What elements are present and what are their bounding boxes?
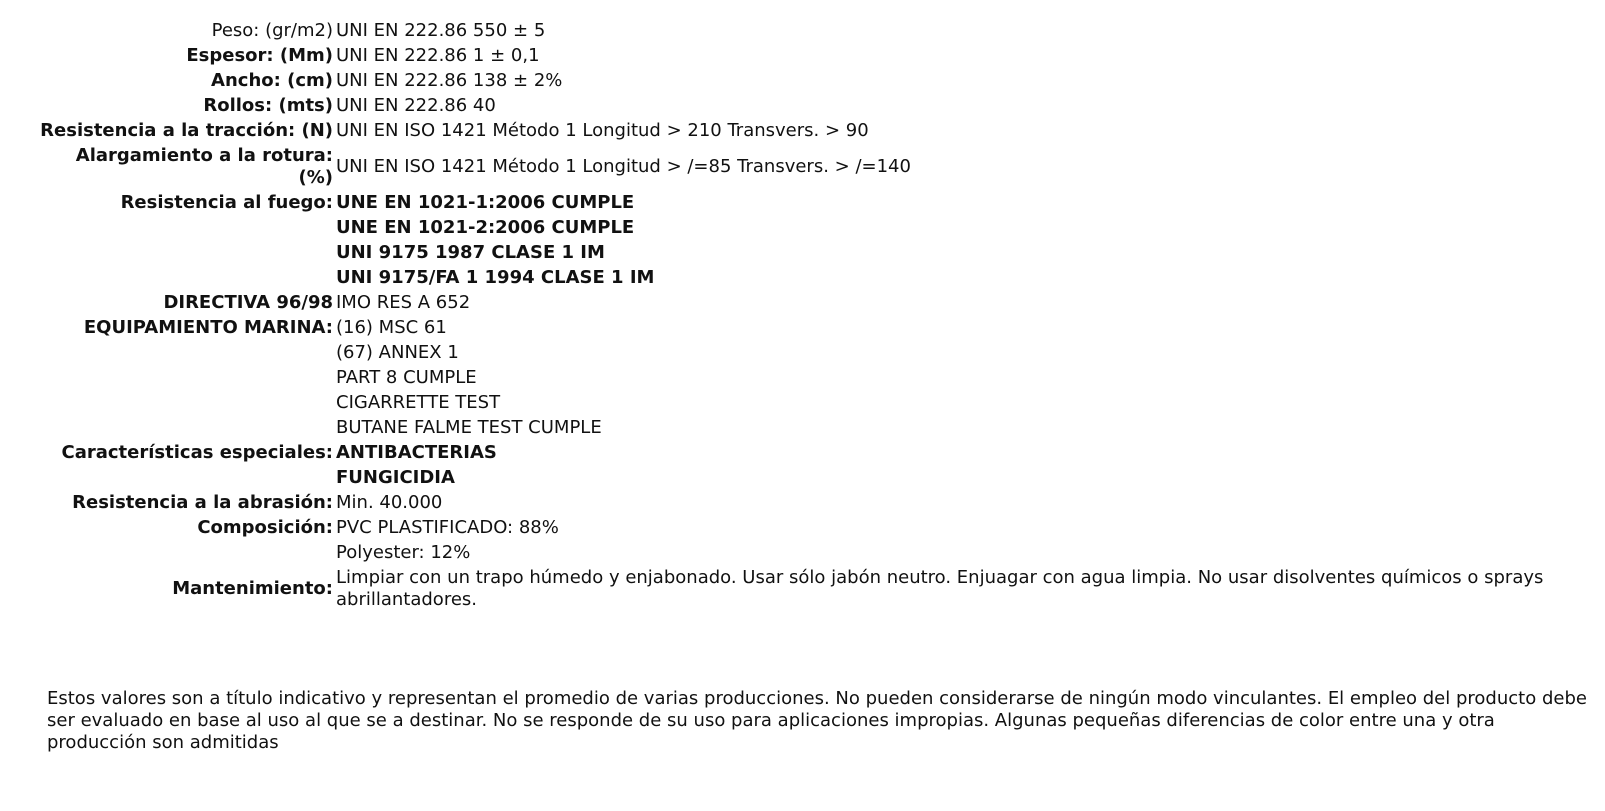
spec-value: UNI 9175 1987 CLASE 1 IM <box>336 242 605 263</box>
spec-label: Resistencia a la tracción: (N) <box>40 120 333 141</box>
spec-row-marina <box>40 317 1580 342</box>
spec-row-mantenimiento <box>40 567 1580 614</box>
spec-label: Alargamiento a la rotura: (%) <box>75 145 333 188</box>
spec-value: PART 8 CUMPLE <box>336 367 477 388</box>
spec-value: (16) MSC 61 <box>336 317 447 338</box>
spec-value: Limpiar con un trapo húmedo y enjabonado. Usar sólo jabón neutro. Enjuagar con agua limpia. No usar disolventes químicos o sprays abrillantadores. <box>336 567 1544 610</box>
spec-value: FUNGICIDIA <box>336 467 455 488</box>
spec-row-traccion <box>40 120 1580 145</box>
spec-row-especiales <box>40 442 1580 467</box>
spec-value: ANTIBACTERIAS <box>336 442 497 463</box>
spec-value: CIGARRETTE TEST <box>336 392 501 413</box>
spec-row-especiales-cont <box>40 467 1580 492</box>
spec-label: Mantenimiento: <box>172 578 333 599</box>
spec-label: Resistencia al fuego: <box>120 192 333 213</box>
spec-row-marina-cont <box>40 367 1580 392</box>
spec-row-composicion <box>40 517 1580 542</box>
spec-value: UNE EN 1021-1:2006 CUMPLE <box>336 192 635 213</box>
spec-row-espesor <box>40 45 1580 70</box>
spec-row-abrasion <box>40 492 1580 517</box>
spec-label: DIRECTIVA 96/98 <box>163 292 333 313</box>
spec-label: Composición: <box>197 517 333 538</box>
spec-value: UNI EN ISO 1421 Método 1 Longitud > /=85 Transvers. > /=140 <box>336 156 911 177</box>
spec-value: UNI EN 222.86 1 ± 0,1 <box>336 45 540 66</box>
spec-row-fuego-cont <box>40 242 1580 267</box>
disclaimer-text: Estos valores son a título indicativo y representan el promedio de varias producciones. No pueden considerarse de ningún modo vinculantes. El empleo del producto debe ser evaluado en base al uso al que se a destinar. No se responde de su uso para aplicaciones impropias. Algunas pequeñas diferencias de color entre una y otra producción son admitidas <box>47 688 1587 753</box>
spec-value: (67) ANNEX 1 <box>336 342 459 363</box>
spec-label: EQUIPAMIENTO MARINA: <box>83 317 333 338</box>
spec-row-marina-cont <box>40 417 1580 442</box>
spec-label: Rollos: (mts) <box>203 95 333 116</box>
spec-value: BUTANE FALME TEST CUMPLE <box>336 417 602 438</box>
spec-row-fuego-cont <box>40 217 1580 242</box>
spec-value: UNI 9175/FA 1 1994 CLASE 1 IM <box>336 267 655 288</box>
spec-row-fuego <box>40 192 1580 217</box>
spec-value: UNI EN 222.86 138 ± 2% <box>336 70 563 91</box>
spec-row-rollos <box>40 95 1580 120</box>
spec-row-alargamiento <box>40 145 1580 192</box>
spec-value: IMO RES A 652 <box>336 292 471 313</box>
spec-value: UNI EN 222.86 40 <box>336 95 496 116</box>
specs-table <box>40 20 1580 614</box>
spec-value: UNE EN 1021-2:2006 CUMPLE <box>336 217 635 238</box>
spec-label: Ancho: (cm) <box>211 70 333 91</box>
spec-row-peso <box>40 20 1580 45</box>
spec-row-marina-cont <box>40 342 1580 367</box>
spec-label: Características especiales: <box>61 442 333 463</box>
spec-row-ancho <box>40 70 1580 95</box>
spec-value: UNI EN 222.86 550 ± 5 <box>336 20 546 41</box>
spec-label: Peso: (gr/m2) <box>211 20 333 41</box>
spec-value: UNI EN ISO 1421 Método 1 Longitud > 210 Transvers. > 90 <box>336 120 869 141</box>
spec-value: PVC PLASTIFICADO: 88% <box>336 517 559 538</box>
spec-row-fuego-cont <box>40 267 1580 292</box>
spec-label: Espesor: (Mm) <box>186 45 333 66</box>
spec-label: Resistencia a la abrasión: <box>72 492 333 513</box>
spec-value: Polyester: 12% <box>336 542 471 563</box>
spec-row-composicion-cont <box>40 542 1580 567</box>
spec-row-marina-cont <box>40 392 1580 417</box>
spec-row-directiva <box>40 292 1580 317</box>
spec-value: Min. 40.000 <box>336 492 443 513</box>
